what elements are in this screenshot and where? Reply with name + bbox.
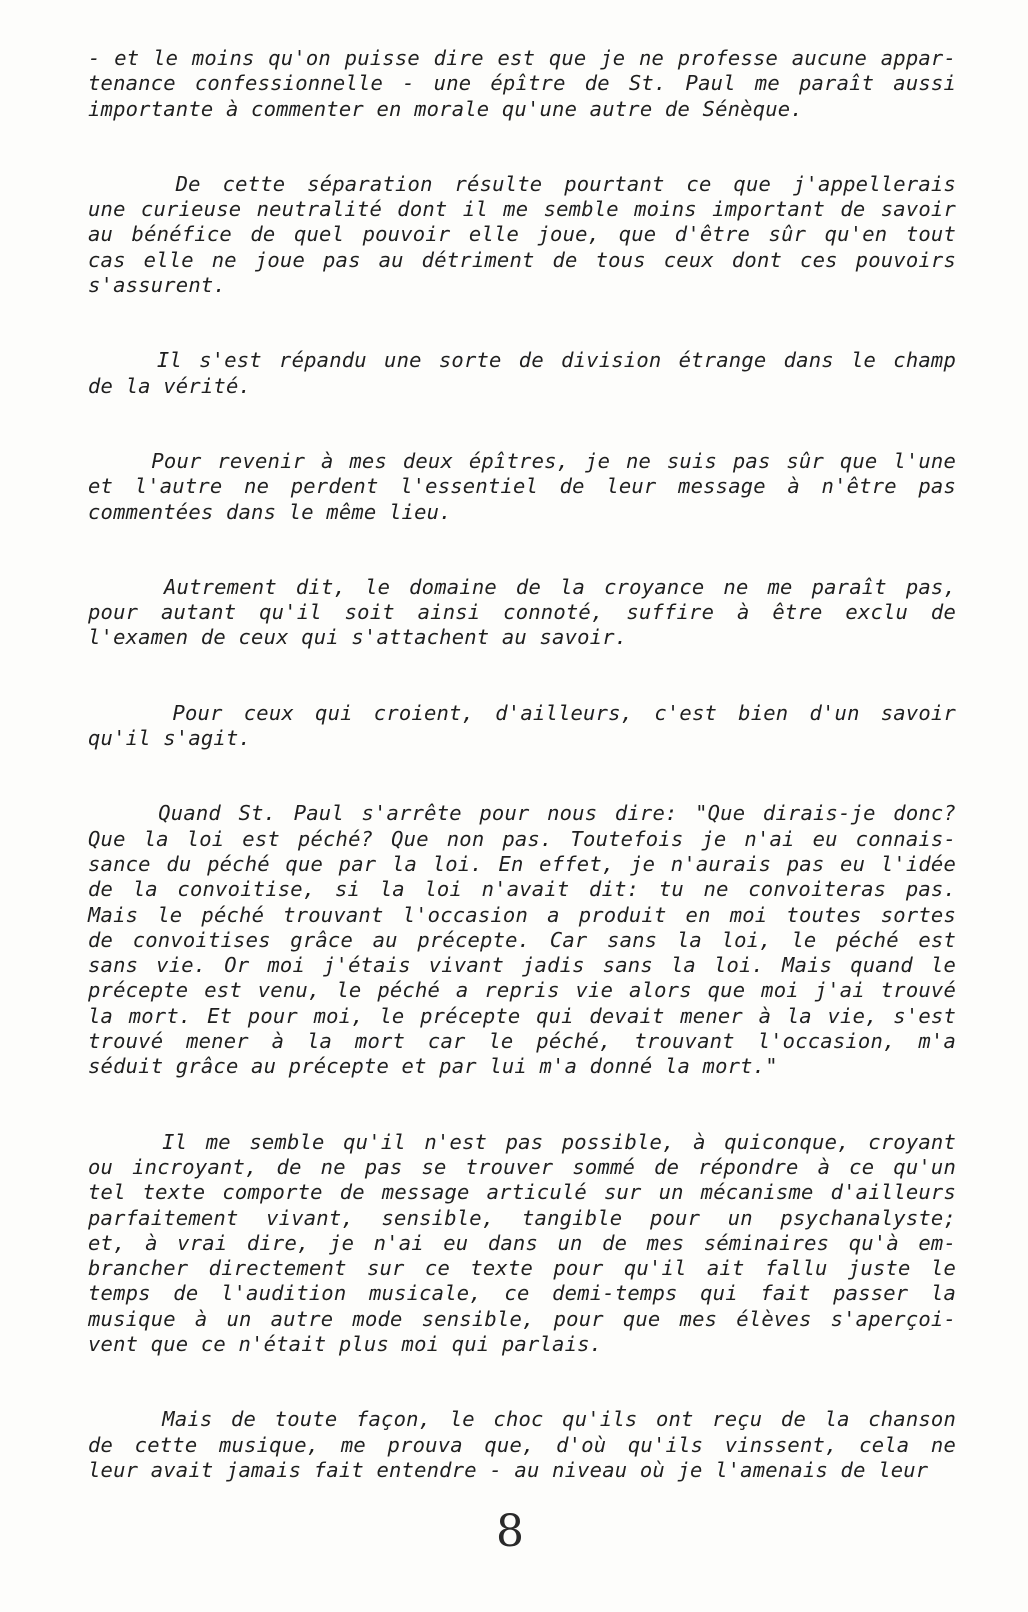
page-number: 8 (496, 1506, 524, 1557)
text-line: sance du péché que par la loi. En effet, je n'aurais pas eu l'idée (88, 851, 956, 876)
body-text (88, 46, 956, 1533)
text-line: séduit grâce au précepte et par lui m'a donné la mort." (88, 1054, 778, 1079)
text-line: de cette musique, me prouva que, d'où qu'ils vinssent, cela ne (88, 1432, 956, 1457)
text-line: Il me semble qu'il n'est pas possible, à quiconque, croyant (88, 1129, 956, 1154)
text-line: - et le moins qu'on puisse dire est que je ne professe aucune appar- (88, 46, 956, 70)
text-line: Mais de toute façon, le choc qu'ils ont reçu de la chanson (88, 1407, 956, 1432)
text-line: Il s'est répandu une sorte de division étrange dans le champ (88, 348, 956, 373)
text-line: de la vérité. (88, 373, 252, 398)
text-line: de convoitises grâce au précepte. Car sans la loi, le péché est (88, 927, 956, 952)
text-line: Que la loi est péché? Que non pas. Toutefois je n'ai eu connais- (88, 826, 956, 851)
text-line: parfaitement vivant, sensible, tangible pour un psychanalyste; (88, 1205, 956, 1230)
paragraph (88, 172, 956, 298)
text-line: s'assurent. (88, 273, 226, 298)
text-line: temps de l'audition musicale, ce demi-temps qui fait passer la (88, 1281, 956, 1306)
text-line: Quand St. Paul s'arrête pour nous dire: "Que dirais-je donc? (88, 801, 956, 826)
paragraph (88, 701, 956, 752)
text-line: et l'autre ne perdent l'essentiel de leur message à n'être pas (88, 474, 956, 499)
text-line: trouvé mener à la mort car le péché, trouvant l'occasion, m'a (88, 1029, 956, 1054)
text-line: Mais le péché trouvant l'occasion a produit en moi toutes sortes (88, 902, 956, 927)
text-line: Autrement dit, le domaine de la croyance ne me paraît pas, (88, 574, 956, 599)
text-line: importante à commenter en morale qu'une autre de Sénèque. (88, 96, 803, 121)
text-line: commentées dans le même lieu. (88, 499, 452, 524)
paragraph (88, 46, 956, 122)
text-line: leur avait jamais fait entendre - au niveau où je l'amenais de leur (88, 1457, 929, 1482)
text-line: de la convoitise, si la loi n'avait dit: tu ne convoiteras pas. (88, 877, 956, 902)
text-line: la mort. Et pour moi, le précepte qui devait mener à la vie, s'est (88, 1003, 956, 1028)
paragraph (88, 575, 956, 651)
text-line: cas elle ne joue pas au détriment de tous ceux dont ces pouvoirs (88, 247, 956, 272)
text-line: brancher directement sur ce texte pour qu'il ait fallu juste le (88, 1256, 956, 1281)
text-line: sans vie. Or moi j'étais vivant jadis sans la loi. Mais quand le (88, 953, 956, 978)
paragraph (88, 801, 956, 1079)
text-line: tel texte comporte de message articulé sur un mécanisme d'ailleurs (88, 1180, 956, 1205)
paragraph (88, 1407, 956, 1483)
paragraph (88, 348, 956, 399)
text-line: ou incroyant, de ne pas se trouver sommé de répondre à ce qu'un (88, 1154, 956, 1179)
text-line: et, à vrai dire, je n'ai eu dans un de mes séminaires qu'à em- (88, 1230, 956, 1255)
text-line: au bénéfice de quel pouvoir elle joue, que d'être sûr qu'en tout (88, 222, 956, 247)
paragraph (88, 449, 956, 525)
text-line: précepte est venu, le péché a repris vie alors que moi j'ai trouvé (88, 978, 956, 1003)
text-line: vent que ce n'était plus moi qui parlais. (88, 1331, 603, 1356)
text-line: Pour revenir à mes deux épîtres, je ne suis pas sûr que l'une (88, 448, 956, 473)
text-line: De cette séparation résulte pourtant ce que j'appellerais (88, 171, 956, 196)
text-line: pour autant qu'il soit ainsi connoté, suffire à être exclu de (88, 600, 956, 625)
text-line: l'examen de ceux qui s'attachent au savoir. (88, 625, 628, 650)
text-line: une curieuse neutralité dont il me semble moins important de savoir (88, 197, 956, 222)
paragraph (88, 1130, 956, 1358)
text-line: musique à un autre mode sensible, pour que mes élèves s'aperçoi- (88, 1306, 956, 1331)
text-line: tenance confessionnelle - une épître de St. Paul me paraît aussi (88, 71, 956, 96)
text-line: qu'il s'agit. (88, 726, 252, 751)
text-line: Pour ceux qui croient, d'ailleurs, c'est bien d'un savoir (88, 700, 956, 725)
